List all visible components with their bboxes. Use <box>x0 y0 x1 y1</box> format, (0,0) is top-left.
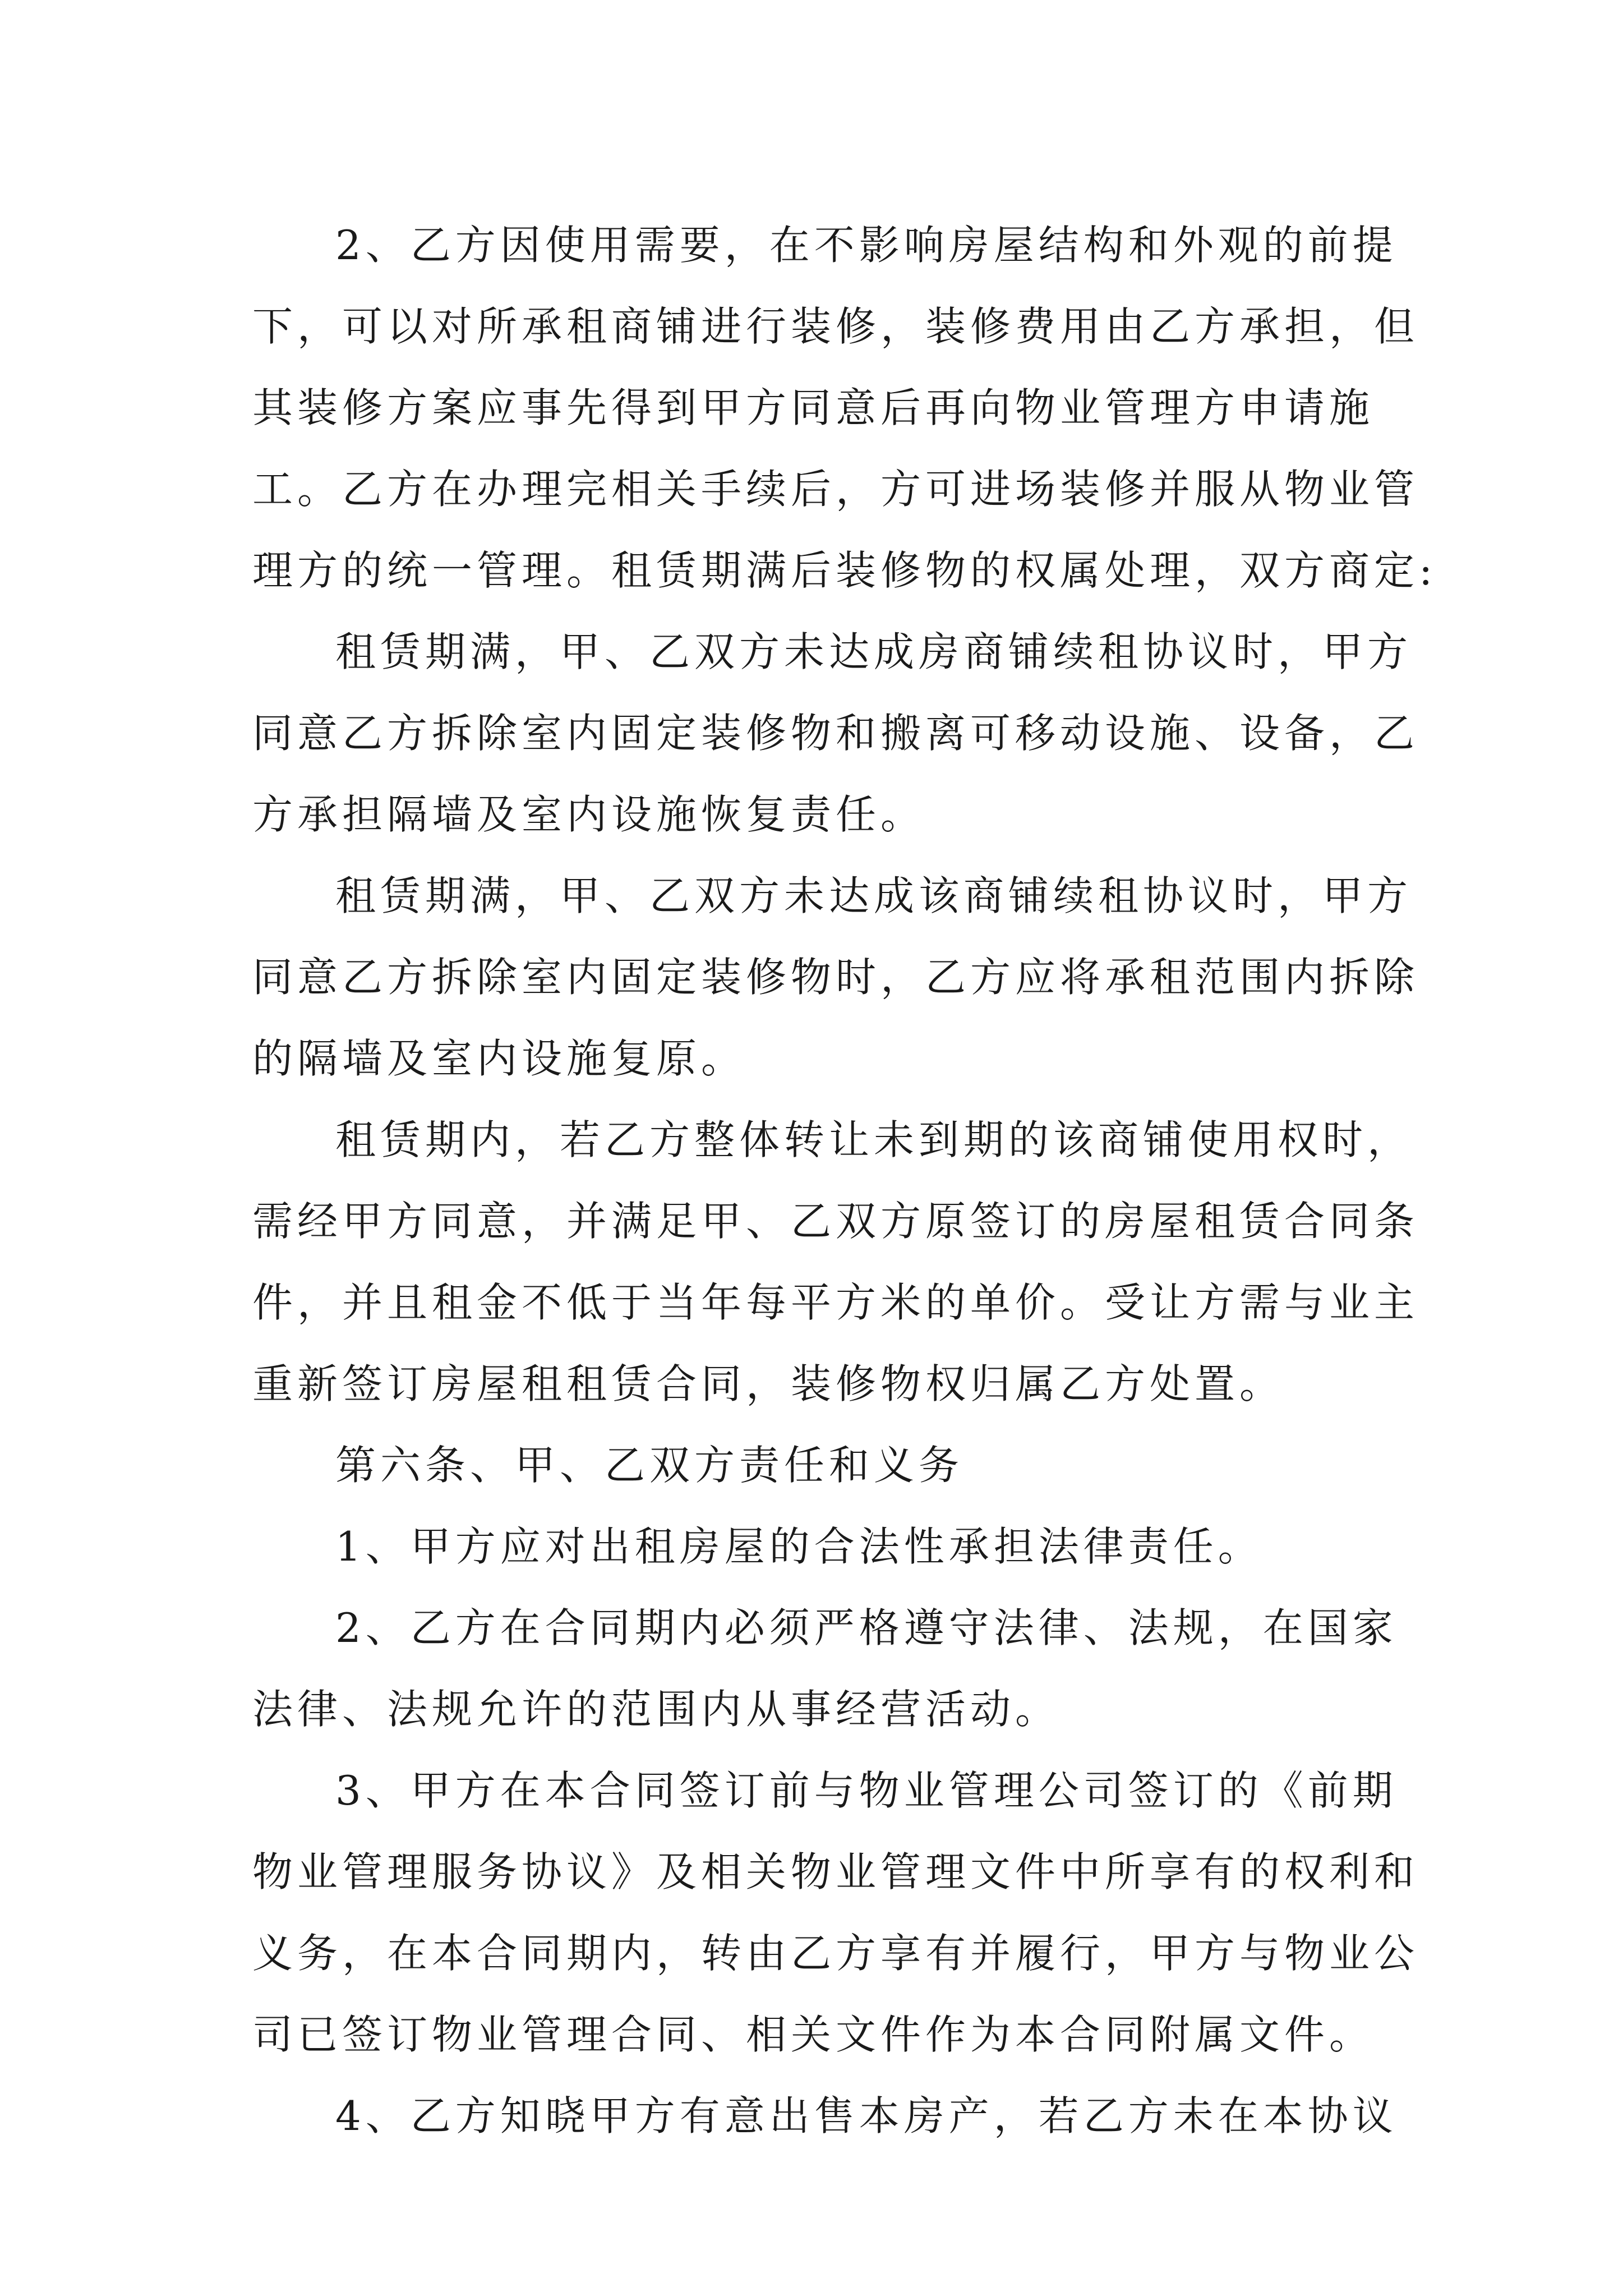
paragraph-transfer-of-use <box>252 1099 1419 1425</box>
text-line: 需经甲方同意，并满足甲、乙双方原签订的房屋租赁合同条 <box>252 1198 1419 1245</box>
paragraph-item-3 <box>252 1750 1419 2076</box>
text-line: 的隔墙及室内设施复原。 <box>252 1035 746 1082</box>
section-heading-article-6 <box>252 1425 1374 1506</box>
document-body <box>252 205 1437 2157</box>
text-line: 司已签订物业管理合同、相关文件作为本合同附属文件。 <box>252 2011 1375 2058</box>
text-line: 租赁期满，甲、乙双方未达成该商铺续租协议时，甲方 <box>335 872 1413 919</box>
text-line: 件，并且租金不低于当年每平方米的单价。受让方需与业主 <box>252 1279 1419 1326</box>
text-line: 理方的统一管理。租赁期满后装修物的权属处理，双方商定: <box>252 547 1437 594</box>
text-line: 法律、法规允许的范围内从事经营活动。 <box>252 1686 1061 1733</box>
text-line: 其装修方案应事先得到甲方同意后再向物业管理方申请施 <box>252 384 1375 431</box>
text-line: 4、乙方知晓甲方有意出售本房产，若乙方未在本协议 <box>335 2092 1398 2139</box>
paragraph-item-4 <box>252 2076 1398 2157</box>
text-line: 重新签订房屋租租赁合同，装修物权归属乙方处置。 <box>252 1360 1285 1407</box>
text-line: 租赁期满，甲、乙双方未达成房商铺续租协议时，甲方 <box>335 628 1413 675</box>
paragraph-lease-expiry-restore <box>252 855 1419 1099</box>
section-heading: 第六条、甲、乙双方责任和义务 <box>335 1442 964 1489</box>
text-line: 义务，在本合同期内，转由乙方享有并履行，甲方与物业公 <box>252 1930 1419 1977</box>
text-line: 方承担隔墙及室内设施恢复责任。 <box>252 791 926 838</box>
text-line: 2、乙方因使用需要，在不影响房屋结构和外观的前提 <box>335 222 1398 269</box>
text-line: 3、甲方在本合同签订前与物业管理公司签订的《前期 <box>335 1767 1398 1814</box>
text-line: 下，可以对所承租商铺进行装修，装修费用由乙方承担，但 <box>252 303 1419 350</box>
paragraph-item-2 <box>252 1588 1398 1750</box>
paragraph-lease-expiry-removal <box>252 611 1419 855</box>
paragraph-item-1 <box>252 1506 1374 1588</box>
text-line: 同意乙方拆除室内固定装修物时，乙方应将承租范围内拆除 <box>252 954 1419 1001</box>
text-line: 工。乙方在办理完相关手续后，方可进场装修并服从物业管 <box>252 466 1419 513</box>
text-line: 同意乙方拆除室内固定装修物和搬离可移动设施、设备，乙 <box>252 710 1419 757</box>
text-line: 租赁期内，若乙方整体转让未到期的该商铺使用权时， <box>335 1116 1413 1163</box>
paragraph-decoration-clause <box>252 205 1437 611</box>
text-line: 2、乙方在合同期内必须严格遵守法律、法规，在国家 <box>335 1604 1398 1651</box>
text-line: 1、甲方应对出租房屋的合法性承担法律责任。 <box>335 1523 1263 1570</box>
text-line: 物业管理服务协议》及相关物业管理文件中所享有的权利和 <box>252 1848 1419 1895</box>
